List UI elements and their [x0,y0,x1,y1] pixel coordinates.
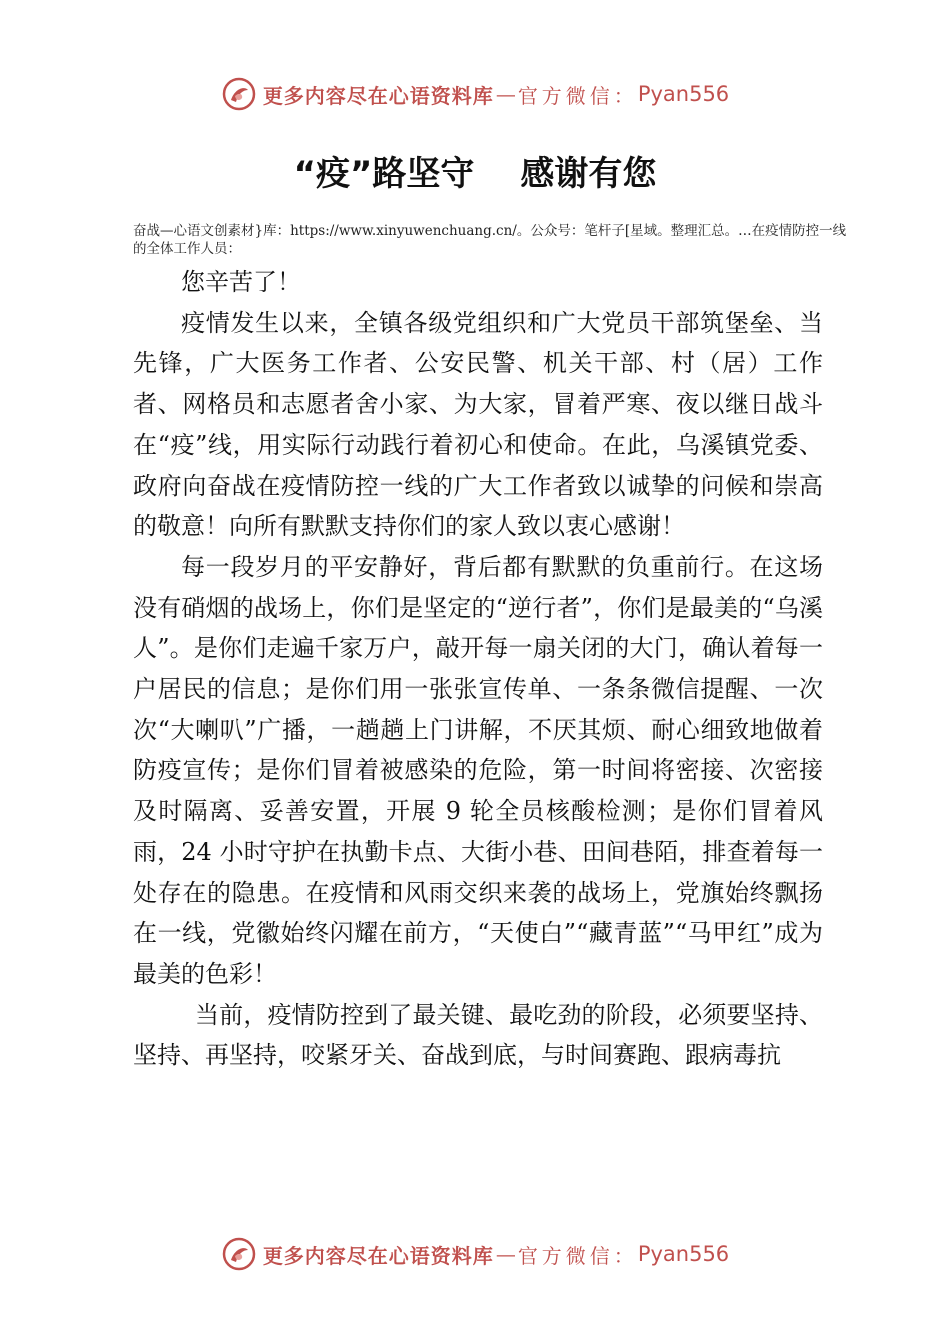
banner-separator: — [495,82,516,106]
banner-wechat-label: 官方微信： [517,83,638,108]
document-title [0,146,950,195]
rose-logo-icon [221,1236,257,1272]
paragraph: 疫情发生以来，全镇各级党组织和广大党员干部筑堡垒、当先锋，广大医务工作者、公安民警、机关干部、村（居）工作者、网格员和志愿者舍小家、为大家，冒着严寒、夜以继日战斗在“疫”线，用实际行动践行着初心和使命。在此，乌溪镇党委、政府向奋战在疫情防控一线的广大工作者致以诚挚的问候和崇高的敬意！向所有默默支持你们的家人致以衷心感谢！ [133,308,823,541]
banner-wechat-label: 官方微信： [517,1243,638,1268]
header-banner [0,72,950,116]
title-part-1: “疫”路坚守 [293,154,475,194]
paragraph: 您辛苦了！ [181,268,301,296]
banner-site-text: 更多内容尽在心语资料库 [262,83,494,108]
paragraph: 每一段岁月的平安静好，背后都有默默的负重前行。在这场没有硝烟的战场上，你们是坚定的“逆行者”，你们是最美的“乌溪人”。是你们走遍千家万户，敲开每一扇关闭的大门，确认着每一户居民的信息；是你们用一张张宣传单、一条条微信提醒、一次次“大喇叭”广播，一趟趟上门讲解，不厌其烦、耐心细致地做着防疫宣传；是你们冒着被感染的危险，第一时间将密接、次密接及时隔离、妥善安置，开展 9 轮全员核酸检测；是你们冒着风雨，24 小时守护在执勤卡点、大街小巷、田间巷陌，排查着每一处存在的隐患。在疫情和风雨交织来袭的战场上，党旗始终飘扬在一线，党徽始终闪耀在前方，“天使白”“藏青蓝”“马甲红”成为最美的色彩！ [133,552,823,988]
source-line: 奋战—心语文创素材}库：https://www.xinyuwenchuang.cn/。公众号：笔杆子[星域。整理汇总。…在疫情防控一线的全体工作人员： [133,223,847,257]
banner-wechat-id: Pyan556 [637,82,730,106]
paragraph: 当前，疫情防控到了最关键、最吃劲的阶段，必须要坚持、坚持、再坚持，咬紧牙关、奋战到底，与时间赛跑、跟病毒抗 [133,1000,823,1070]
footer-banner [0,1232,950,1276]
banner-site-text: 更多内容尽在心语资料库 [262,1243,494,1268]
title-part-2: 感谢有您 [520,154,657,194]
rose-logo-icon [221,76,257,112]
banner-separator: — [495,1242,516,1266]
banner-wechat-id: Pyan556 [637,1242,730,1266]
document-body [133,262,823,1076]
